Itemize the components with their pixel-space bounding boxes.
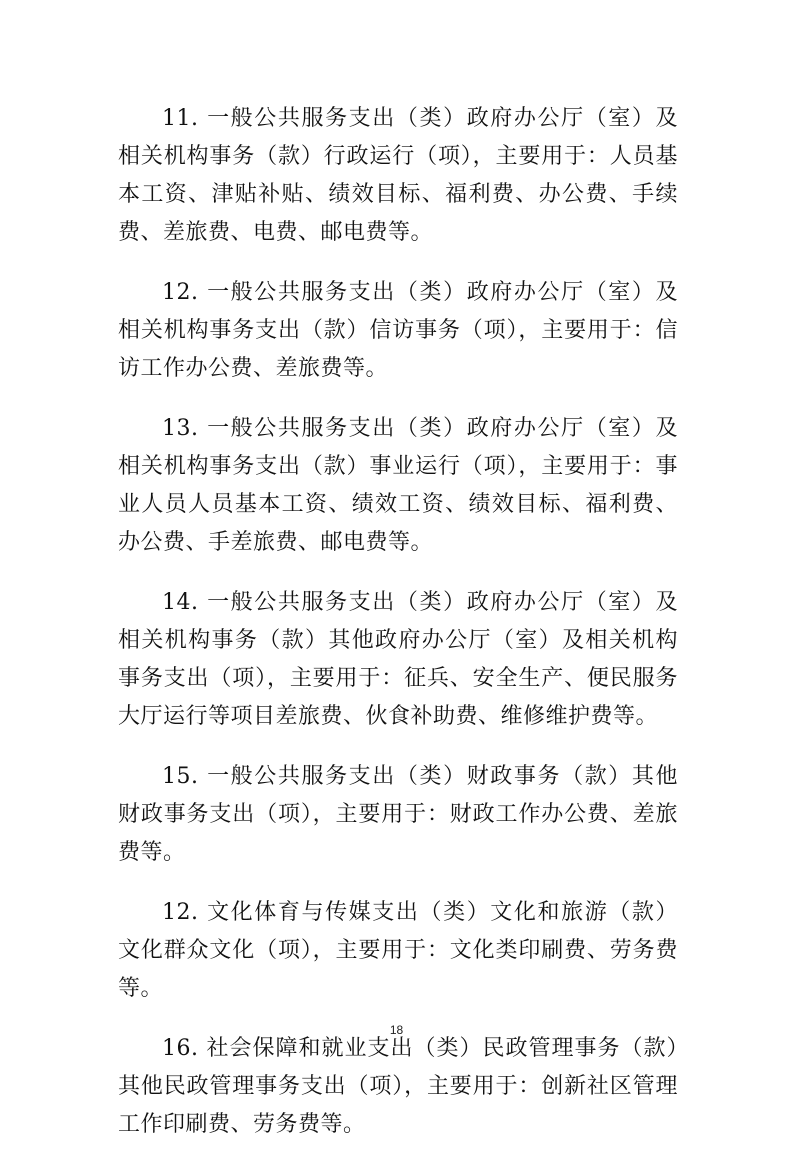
paragraph-item-14: 14. 一般公共服务支出（类）政府办公厅（室）及相关机构事务（款）其他政府办公厅（室）及相关机构事务支出（项），主要用于：征兵、安全生产、便民服务大厅运行等项目差旅费、伙食补助费、维修维护费等。 (118, 590, 678, 729)
paragraph-item-16: 16. 社会保障和就业支出（类）民政管理事务（款）其他民政管理事务支出（项），主要用于：创新社区管理工作印刷费、劳务费等。 (118, 1036, 678, 1137)
paragraph-item-12: 12. 一般公共服务支出（类）政府办公厅（室）及相关机构事务支出（款）信访事务（项），主要用于：信访工作办公费、差旅费等。 (118, 280, 678, 381)
document-body (118, 100, 678, 1166)
paragraph-item-11: 11. 一般公共服务支出（类）政府办公厅（室）及相关机构事务（款）行政运行（项），主要用于：人员基本工资、津贴补贴、绩效目标、福利费、办公费、手续费、差旅费、电费、邮电费等。 (118, 106, 678, 245)
paragraph-item-13: 13. 一般公共服务支出（类）政府办公厅（室）及相关机构事务支出（款）事业运行（项），主要用于：事业人员人员基本工资、绩效工资、绩效目标、福利费、办公费、手差旅费、邮电费等。 (118, 416, 678, 555)
page-number: 18 (389, 1023, 404, 1037)
paragraph-item-15: 15. 一般公共服务支出（类）财政事务（款）其他财政事务支出（项），主要用于：财政工作办公费、差旅费等。 (118, 764, 678, 865)
paragraph-item-12-culture: 12. 文化体育与传媒支出（类）文化和旅游（款）文化群众文化（项），主要用于：文化类印刷费、劳务费等。 (118, 900, 678, 1001)
